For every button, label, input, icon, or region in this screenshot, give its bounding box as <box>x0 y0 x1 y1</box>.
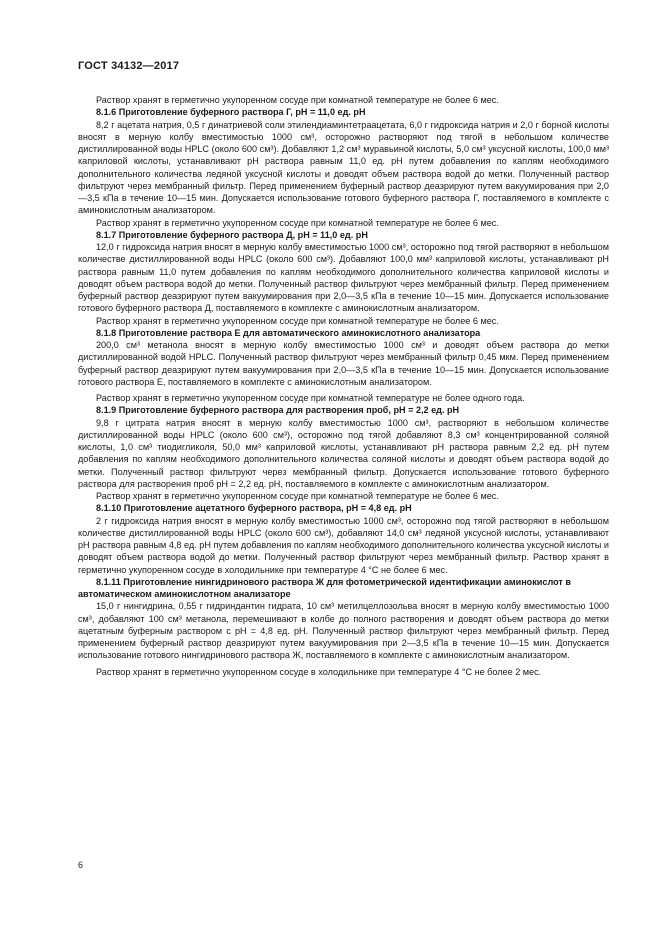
section-heading: 8.1.6 Приготовление буферного раствора Г, рН = 11,0 ед. рН <box>96 107 366 118</box>
section-heading: 8.1.10 Приготовление ацетатного буферного раствора, рН = 4,8 ед. рН <box>96 503 412 514</box>
section-heading: 8.1.11 Приготовление нингидринового раствора Ж для фотометрической идентификации аминокислот в автоматическом аминокислотном анализаторе <box>78 576 571 599</box>
paragraph: Раствор хранят в герметично укупоренном сосуде при комнатной температуре не более 6 мес. <box>96 491 499 501</box>
section-heading: 8.1.9 Приготовление буферного раствора для растворения проб, рН = 2,2 ед. рН <box>96 405 460 416</box>
paragraph: Раствор хранят в герметично укупоренном сосуде в холодильнике при температуре 4 °С не более 2 мес. <box>96 666 542 677</box>
paragraph: Раствор хранят в герметично укупоренном сосуде при комнатной температуре не более одного года. <box>96 393 525 403</box>
section-heading: 8.1.8 Приготовление раствора Е для автоматического аминокислотного анализатора <box>96 327 481 338</box>
paragraph: 12,0 г гидроксида натрия вносят в мерную колбу вместимостью 1000 см³, осторожно под тягой растворяют в небольшом количестве дистиллированной воды HPLC (около 600 см³). Добавляют 100,0 мм³ каприловой кислоты, устанавливают рН раствора равным 11,0 путем добавления по каплям необходимого дополнительного количества каприловой кислоты и доводят объем раствора водой до метки. Полученный раствор фильтруют через мембранный фильтр. Перед применением буферный раствор деазрируют путем вакуумирования при 2,0—3,5 кПа в течение 10—15 мин. Допускается использование готового буферного раствора Д, поставляемого в комплекте с аминокислотным анализатором. <box>78 242 609 314</box>
body-text <box>78 94 609 678</box>
paragraph: 15,0 г нингидрина, 0,55 г гидриндантин гидрата, 10 см³ метилцеллозольва вносят в мерную колбу вместимостью 1000 см³, добавляют 100 см³ метанола, перемешивают в колбе до полного растворения и доводят объем раствора до метки ацетатным буферным раствором с рН = 4,8 ед. рН. Полученный раствор фильтруют через мембранный фильтр. Перед применением буферный раствор деазрируют путем вакуумирования при 2—3,5 кПа в течение 10—15 мин. Допускается использование готового нингидринового раствора Ж, поставляемого в комплекте с аминокислотным анализатором. <box>78 601 609 661</box>
paragraph: Раствор хранят в герметично укупоренном сосуде при комнатной температуре не более 6 мес. <box>96 315 499 326</box>
paragraph: 9,8 г цитрата натрия вносят в мерную колбу вместимостью 1000 см³, растворяют в небольшом количестве дистиллированной воды HPLC (около 600 см³), осторожно под тягой добавляют 8,3 см³ концентрированной соляной кислоты, 1,0 см³ тиодигликоля, 50,0 мм³ каприловой кислоты, устанавливают рН раствора равным 2,2 ед. рН путем добавления по каплям необходимого дополнительного количества соляной кислоты и доводят объем раствора водой до метки. Полученный раствор фильтруют через мембранный фильтр. Допускается использование готового буферного раствора для растворения проб рН = 2,2 ед. рН, поставляемого в комплекте с аминокислотным анализатором. <box>78 417 609 489</box>
paragraph: 2 г гидроксида натрия вносят в мерную колбу вместимостью 1000 см³, осторожно под тягой растворяют в небольшом количестве дистиллированной воды HPLC (около 600 см³), добавляют 14,0 см³ ледяной уксусной кислоты, устанавливают рН раствора равным 4,8 ед. рН путем добавления по каплям необходимого дополнительного количества уксусной кислоты и доводят объем раствора водой до метки. Полученный раствор фильтруют через мембранный фильтр. Раствор хранят в герметично укупоренном сосуде в холодильнике при температуре 4 °С не более 6 мес. <box>78 515 609 575</box>
paragraph: 8,2 г ацетата натрия, 0,5 г динатриевой соли этилендиаминтетраацетата, 6,0 г гидроксида натрия и 2,0 г борной кислоты вносят в мерную колбу вместимостью 1000 см³, осторожно растворяют под тягой в небольшом количестве дистиллированной воды HPLC (около 600 см³). Добавляют 1,2 см³ муравьиной кислоты, 5,0 см³ уксусной кислоты, 100,0 мм³ каприловой кислоты, устанавливают рН раствора равным 11,0 ед. рН путем добавления по каплям необходимого дополнительного количества ледяной уксусной кислоты и доводят объем раствора водой до метки. Полученный раствор фильтруют через мембранный фильтр. Перед применением буферный раствор деазрируют путем вакуумирования при 2,0—3,5 кПа в течение 10—15 мин. Допускается использование готового буферного раствора Г, поставляемого в комплекте с аминокислотным анализатором. <box>78 119 609 216</box>
section-heading: 8.1.7 Приготовление буферного раствора Д, рН = 11,0 ед. рН <box>96 229 368 240</box>
paragraph: Раствор хранят в герметично укупоренном сосуде при комнатной температуре не более 6 мес. <box>96 217 499 228</box>
standard-code: ГОСТ 34132—2017 <box>78 60 180 72</box>
paragraph: 200,0 см³ метанола вносят в мерную колбу вместимостью 1000 см³ и доводят объем раствора до метки дистиллированной водой HPLC. Полученный раствор фильтруют через мембранный фильтр 0,45 мкм. Перед применением буферный раствор деазрируют путем вакуумирования при 2,0—3,5 кПа в течение 10—15 мин. Допускается использование готового раствора Е, поставляемого в комплекте с аминокислотным анализатором. <box>78 340 609 387</box>
paragraph: Раствор хранят в герметично укупоренном сосуде при комнатной температуре не более 6 мес. <box>96 95 499 105</box>
page-number: 6 <box>78 860 84 870</box>
